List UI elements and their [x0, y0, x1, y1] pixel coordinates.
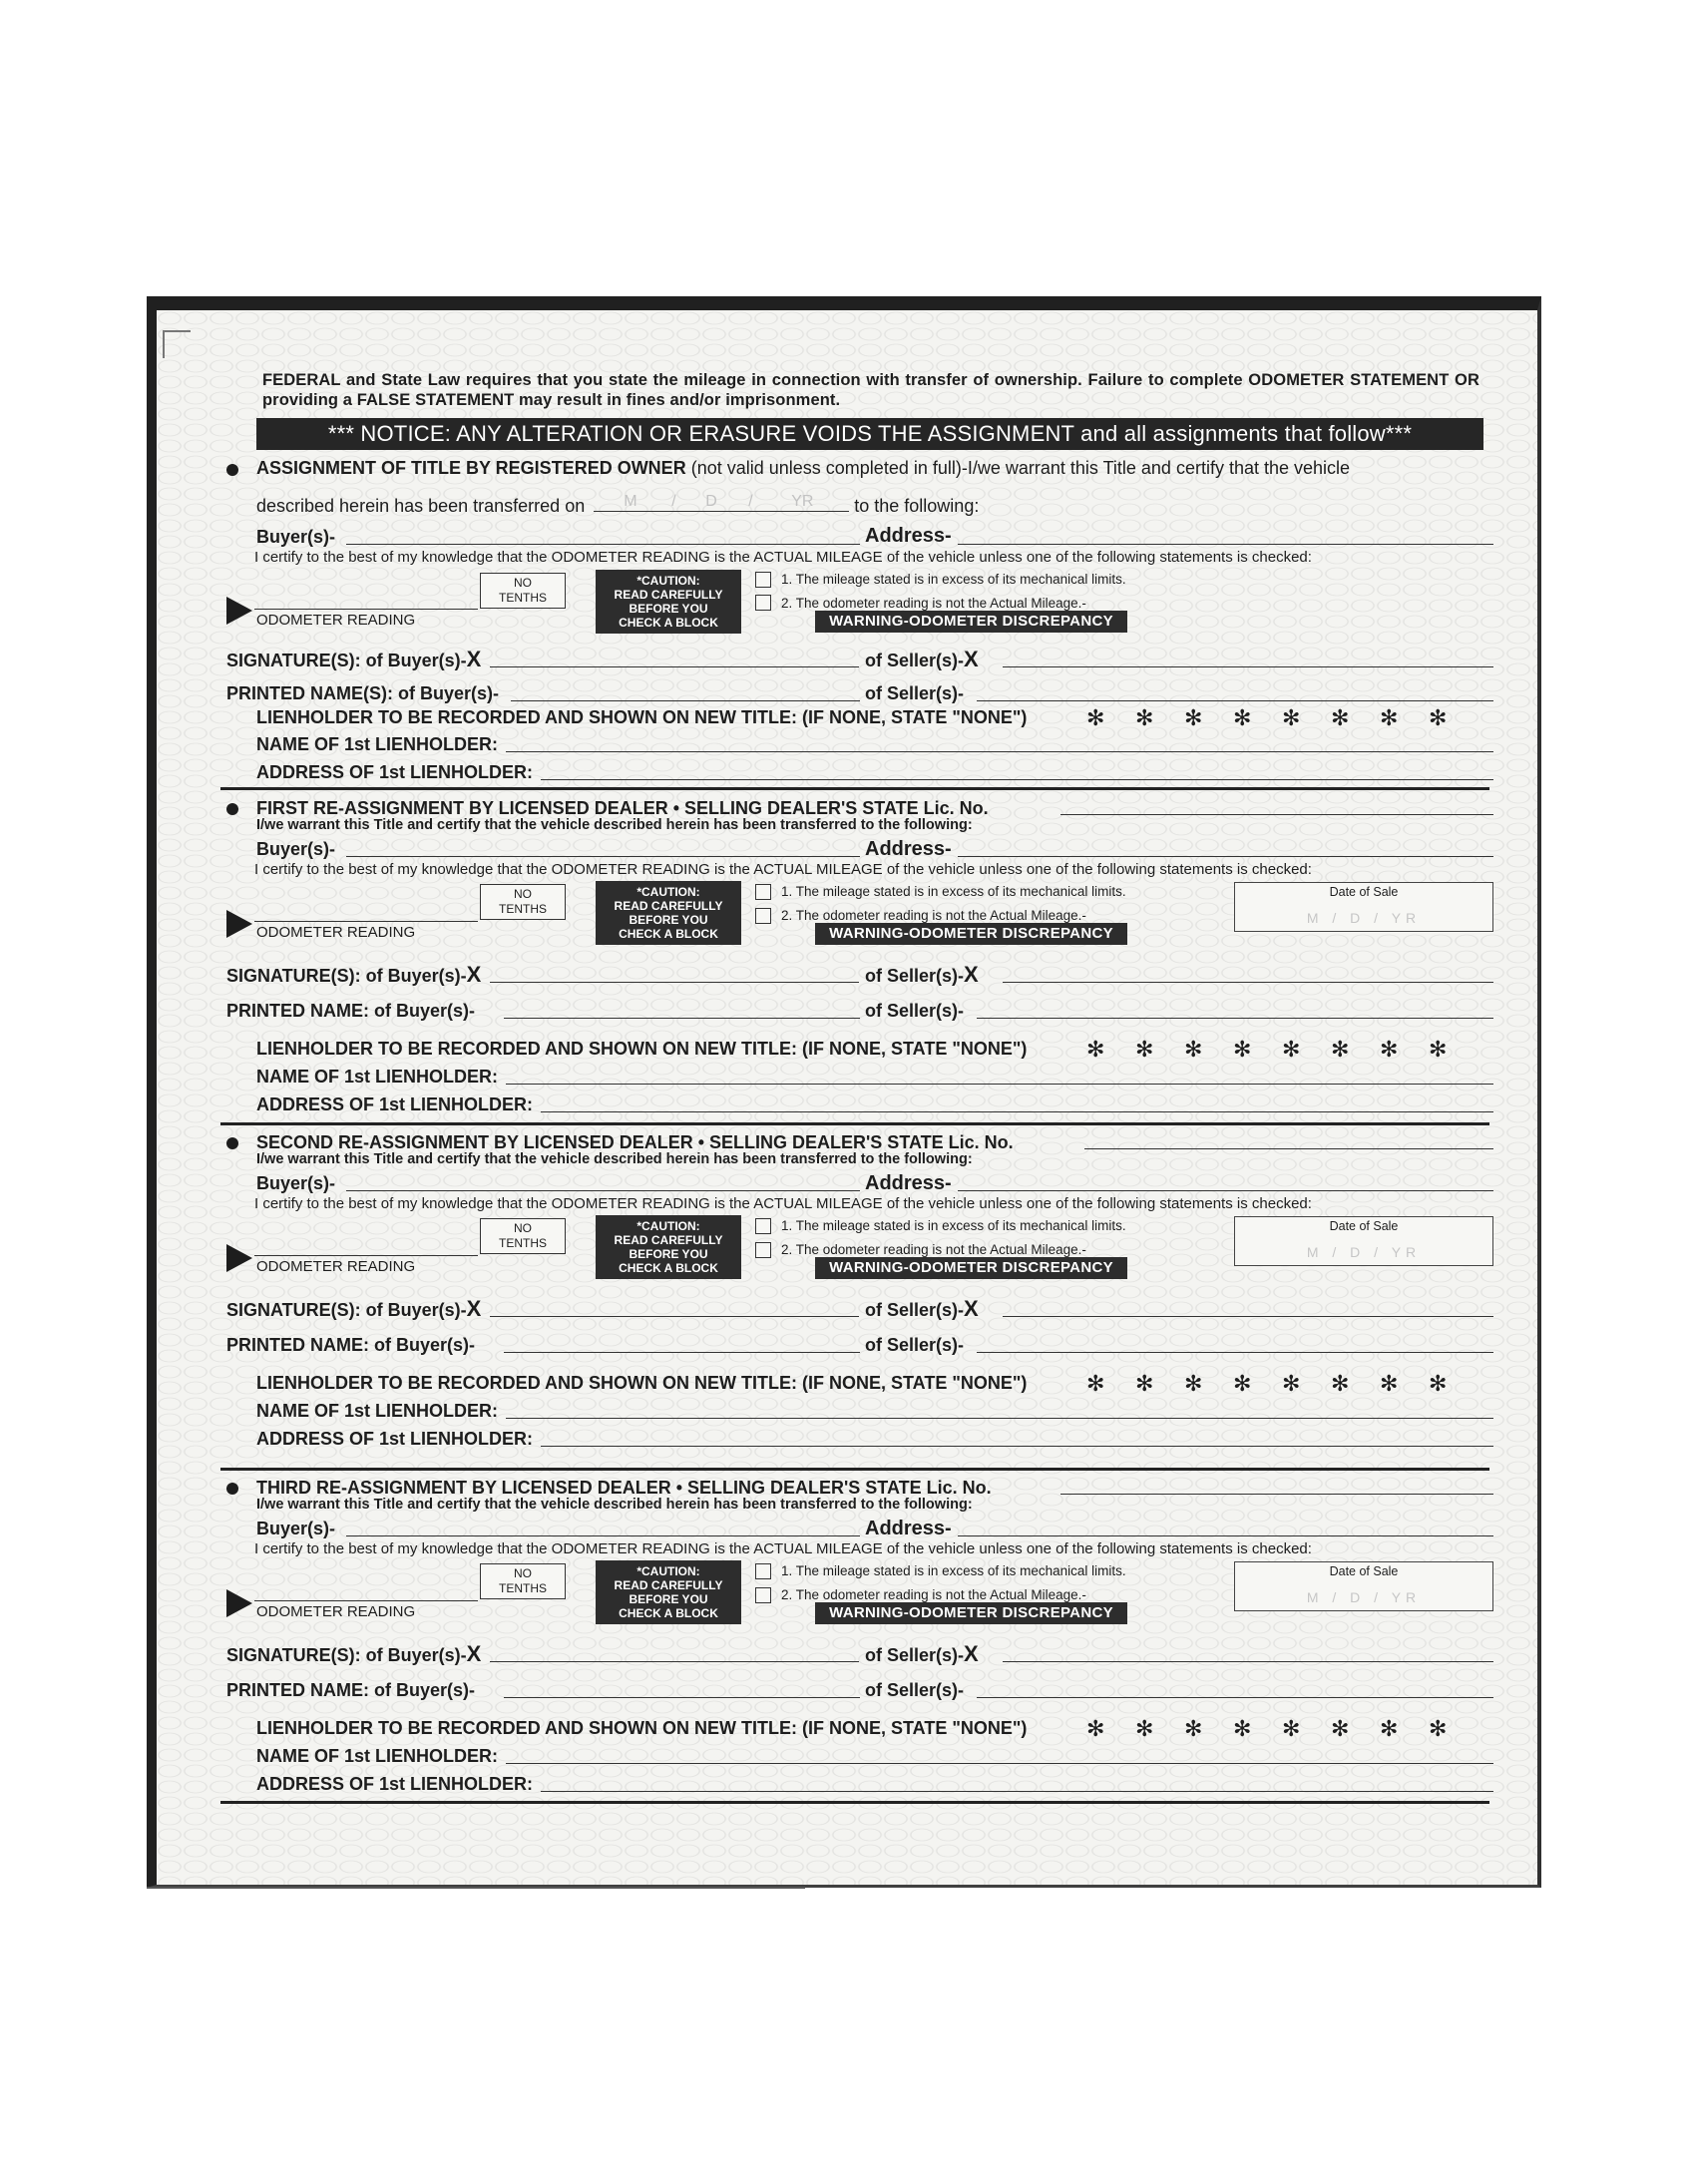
star-icon: ✻: [1380, 705, 1399, 730]
caution-text: READ CAREFULLY: [614, 1578, 723, 1592]
odometer-discrepancy-warning: WARNING-ODOMETER DISCREPANCY: [815, 923, 1127, 945]
lienholder-label: LIENHOLDER TO BE RECORDED AND SHOWN ON NEW TITLE: (IF NONE, STATE "NONE"): [256, 1718, 1028, 1738]
odometer-discrepancy-warning: WARNING-ODOMETER DISCREPANCY: [815, 1602, 1127, 1624]
date-day-hint: D: [705, 493, 717, 510]
date-separator: /: [671, 493, 676, 510]
not-actual-mileage-checkbox[interactable]: [755, 595, 771, 611]
date-of-sale-hint: M / D / YR: [1306, 910, 1422, 926]
lienholder-name-field[interactable]: [506, 1418, 1493, 1419]
seller-signature-text: of Seller(s)-: [865, 1645, 965, 1665]
address-label: Address-: [865, 838, 952, 860]
bullet-icon: [226, 1137, 238, 1149]
caution-box: [596, 570, 741, 634]
buyer-signature-field[interactable]: [490, 1661, 859, 1662]
star-icon: ✻: [1282, 1037, 1301, 1062]
caution-text: BEFORE YOU: [629, 1592, 708, 1606]
address-label: Address-: [865, 1518, 952, 1539]
not-actual-mileage-text: 2. The odometer reading is not the Actual Mileage.-: [781, 1242, 1086, 1257]
x-mark: X: [466, 1641, 482, 1666]
address-label: Address-: [865, 1172, 952, 1194]
seller-signature-text: of Seller(s)-: [865, 966, 965, 986]
seller-printed-name-label: of Seller(s)-: [865, 1680, 965, 1700]
star-icon: ✻: [1233, 1037, 1252, 1062]
address-field[interactable]: [958, 544, 1493, 545]
no-tenths-text: NO: [514, 1221, 532, 1235]
address-label: Address-: [865, 525, 952, 547]
arrow-right-icon: [226, 910, 252, 938]
buyer-printed-name-field[interactable]: [511, 700, 860, 701]
caution-box: [596, 1560, 741, 1624]
buyer-printed-name-label: PRINTED NAME: of Buyer(s)-: [226, 1680, 476, 1700]
star-icon: ✻: [1184, 1371, 1203, 1396]
star-icon: ✻: [1429, 1371, 1448, 1396]
star-icon: ✻: [1184, 1037, 1203, 1062]
odometer-reading-field[interactable]: [254, 921, 478, 922]
odometer-discrepancy-warning: WARNING-ODOMETER DISCREPANCY: [815, 611, 1127, 633]
lienholder-name-label: NAME OF 1st LIENHOLDER:: [256, 1746, 499, 1766]
seller-signature-label: [865, 1641, 979, 1667]
buyer-signature-text: SIGNATURE(S): of Buyer(s)-: [226, 651, 467, 670]
warrant-text: I/we warrant this Title and certify that the vehicle described herein has been transferred to the following:: [256, 817, 973, 833]
star-icon: ✻: [1184, 705, 1203, 730]
x-mark: X: [964, 1296, 979, 1321]
warrant-text: I/we warrant this Title and certify that the vehicle described herein has been transferred to the following:: [256, 1151, 973, 1167]
x-mark: X: [466, 962, 482, 987]
star-row: [1086, 1716, 1477, 1742]
star-icon: ✻: [1233, 705, 1252, 730]
mechanical-limits-text: 1. The mileage stated is in excess of its mechanical limits.: [781, 884, 1126, 899]
caution-box: [596, 1215, 741, 1279]
buyer-signature-label: [226, 1641, 481, 1667]
lienholder-label: LIENHOLDER TO BE RECORDED AND SHOWN ON NEW TITLE: (IF NONE, STATE "NONE"): [256, 1039, 1028, 1059]
odometer-reading-label: ODOMETER READING: [256, 612, 416, 629]
section-divider: [220, 1801, 1489, 1804]
date-of-sale-label: Date of Sale: [1329, 1219, 1399, 1233]
seller-printed-name-field[interactable]: [977, 700, 1493, 701]
date-of-sale-box[interactable]: [1234, 1216, 1493, 1266]
star-icon: ✻: [1380, 1371, 1399, 1396]
seller-signature-field[interactable]: [1003, 666, 1493, 667]
second-reassignment-section: [226, 1132, 1493, 1462]
mechanical-limits-checkbox[interactable]: [755, 1218, 771, 1234]
star-icon: ✻: [1282, 705, 1301, 730]
lienholder-address-label: ADDRESS OF 1st LIENHOLDER:: [256, 1094, 534, 1114]
not-actual-mileage-text: 2. The odometer reading is not the Actual Mileage.-: [781, 1587, 1086, 1602]
dealer-license-field[interactable]: [1084, 1148, 1493, 1149]
mechanical-limits-text: 1. The mileage stated is in excess of its mechanical limits.: [781, 1563, 1126, 1578]
transfer-date-line: [256, 493, 979, 517]
date-separator: /: [748, 493, 753, 510]
buyer-field[interactable]: [346, 544, 860, 545]
caution-text: READ CAREFULLY: [614, 1233, 723, 1247]
buyer-printed-name-label: PRINTED NAME(S): of Buyer(s)-: [226, 683, 499, 703]
lienholder-address-field[interactable]: [541, 779, 1493, 780]
x-mark: X: [964, 962, 979, 987]
star-row: [1086, 1037, 1477, 1063]
mechanical-limits-text: 1. The mileage stated is in excess of its mechanical limits.: [781, 572, 1126, 587]
buyer-label: Buyer(s)-: [256, 839, 336, 859]
section-divider: [220, 787, 1489, 790]
owner-assignment-heading: [256, 458, 1350, 479]
date-month-hint: M: [624, 493, 637, 510]
odometer-reading-label: ODOMETER READING: [256, 1603, 416, 1620]
caution-text: CHECK A BLOCK: [619, 927, 718, 941]
no-tenths-box: [480, 1563, 566, 1599]
x-mark: X: [964, 1641, 979, 1666]
star-icon: ✻: [1086, 1716, 1105, 1741]
owner-assignment-title: ASSIGNMENT OF TITLE BY REGISTERED OWNER: [256, 458, 686, 478]
star-icon: ✻: [1380, 1716, 1399, 1741]
corner-mark: [163, 330, 191, 358]
no-tenths-text: TENTHS: [499, 591, 547, 605]
star-icon: ✻: [1331, 705, 1350, 730]
caution-text: BEFORE YOU: [629, 602, 708, 616]
seller-signature-field[interactable]: [1003, 1661, 1493, 1662]
bullet-icon: [226, 1483, 238, 1495]
no-tenths-box: [480, 1218, 566, 1254]
seller-signature-label: [865, 962, 979, 988]
date-of-sale-label: Date of Sale: [1329, 1564, 1399, 1578]
star-icon: ✻: [1282, 1716, 1301, 1741]
third-reassignment-title: THIRD RE-ASSIGNMENT BY LICENSED DEALER • SELLING DEALER'S STATE Lic. No.: [256, 1478, 992, 1498]
seller-printed-name-field[interactable]: [977, 1352, 1493, 1353]
buyer-printed-name-field[interactable]: [504, 1697, 860, 1698]
transfer-to-label: to the following:: [854, 496, 980, 516]
buyer-field[interactable]: [346, 856, 860, 857]
arrow-right-icon: [226, 1244, 252, 1272]
address-field[interactable]: [958, 1190, 1493, 1191]
first-reassignment-section: [226, 798, 1493, 1127]
seller-printed-name-field[interactable]: [977, 1018, 1493, 1019]
buyer-signature-text: SIGNATURE(S): of Buyer(s)-: [226, 1300, 467, 1320]
seller-printed-name-field[interactable]: [977, 1697, 1493, 1698]
star-icon: ✻: [1086, 1371, 1105, 1396]
star-row: [1086, 705, 1477, 731]
star-icon: ✻: [1331, 1716, 1350, 1741]
odometer-reading-label: ODOMETER READING: [256, 924, 416, 941]
lienholder-name-field[interactable]: [506, 1763, 1493, 1764]
lienholder-address-label: ADDRESS OF 1st LIENHOLDER:: [256, 762, 534, 782]
odometer-discrepancy-warning: WARNING-ODOMETER DISCREPANCY: [815, 1257, 1127, 1279]
section-divider: [220, 1122, 1489, 1125]
odometer-reading-field[interactable]: [254, 1255, 478, 1256]
buyer-signature-label: [226, 647, 481, 672]
caution-text: *CAUTION:: [636, 1564, 700, 1578]
arrow-right-icon: [226, 597, 252, 625]
star-icon: ✻: [1282, 1371, 1301, 1396]
star-row: [1086, 1371, 1477, 1397]
buyer-signature-field[interactable]: [490, 982, 859, 983]
law-statement: FEDERAL and State Law requires that you state the mileage in connection with transfer of ownership. Failure to complete ODOMETER STATEMENT OR providing a FALSE STATEMENT may result in fines and/or imprisonment.: [262, 371, 1479, 409]
not-actual-mileage-checkbox[interactable]: [755, 1242, 771, 1258]
address-field[interactable]: [958, 1535, 1493, 1536]
buyer-signature-field[interactable]: [490, 1316, 859, 1317]
star-icon: ✻: [1233, 1716, 1252, 1741]
buyer-printed-name-field[interactable]: [504, 1352, 860, 1353]
star-icon: ✻: [1135, 1716, 1154, 1741]
date-of-sale-label: Date of Sale: [1329, 885, 1399, 899]
odometer-reading-field[interactable]: [254, 609, 478, 610]
mechanical-limits-text: 1. The mileage stated is in excess of its mechanical limits.: [781, 1218, 1126, 1233]
star-icon: ✻: [1086, 1037, 1105, 1062]
seller-signature-field[interactable]: [1003, 1316, 1493, 1317]
star-icon: ✻: [1233, 1371, 1252, 1396]
third-reassignment-section: [226, 1478, 1493, 1817]
warrant-text: I/we warrant this Title and certify that the vehicle described herein has been transferred to the following:: [256, 1497, 973, 1513]
seller-signature-label: [865, 1296, 979, 1322]
not-actual-mileage-checkbox[interactable]: [755, 1587, 771, 1603]
buyer-printed-name-field[interactable]: [504, 1018, 860, 1019]
star-icon: ✻: [1086, 705, 1105, 730]
buyer-signature-label: [226, 1296, 481, 1322]
address-field[interactable]: [958, 856, 1493, 857]
buyer-printed-name-label: PRINTED NAME: of Buyer(s)-: [226, 1335, 476, 1355]
no-tenths-text: TENTHS: [499, 1581, 547, 1595]
lienholder-name-field[interactable]: [506, 1084, 1493, 1085]
second-reassignment-title: SECOND RE-ASSIGNMENT BY LICENSED DEALER • SELLING DEALER'S STATE Lic. No.: [256, 1132, 1014, 1152]
star-icon: ✻: [1380, 1037, 1399, 1062]
date-of-sale-hint: M / D / YR: [1306, 1244, 1422, 1260]
x-mark: X: [466, 647, 482, 671]
caution-text: *CAUTION:: [636, 1219, 700, 1233]
odometer-reading-field[interactable]: [254, 1600, 478, 1601]
no-tenths-box: [480, 573, 566, 609]
lienholder-address-field[interactable]: [541, 1111, 1493, 1112]
mechanical-limits-checkbox[interactable]: [755, 572, 771, 588]
buyer-signature-text: SIGNATURE(S): of Buyer(s)-: [226, 1645, 467, 1665]
first-reassignment-title: FIRST RE-ASSIGNMENT BY LICENSED DEALER • SELLING DEALER'S STATE Lic. No.: [256, 798, 989, 818]
arrow-right-icon: [226, 1589, 252, 1617]
caution-text: CHECK A BLOCK: [619, 1261, 718, 1275]
lienholder-label: LIENHOLDER TO BE RECORDED AND SHOWN ON NEW TITLE: (IF NONE, STATE "NONE"): [256, 1373, 1028, 1393]
star-icon: ✻: [1135, 1371, 1154, 1396]
caution-box: [596, 881, 741, 945]
caution-text: BEFORE YOU: [629, 913, 708, 927]
x-mark: X: [964, 647, 979, 671]
seller-printed-name-label: of Seller(s)-: [865, 1335, 965, 1355]
seller-signature-text: of Seller(s)-: [865, 1300, 965, 1320]
buyer-printed-name-label: PRINTED NAME: of Buyer(s)-: [226, 1001, 476, 1021]
date-of-sale-box[interactable]: [1234, 882, 1493, 932]
seller-signature-label: [865, 647, 979, 672]
no-tenths-text: TENTHS: [499, 902, 547, 916]
star-icon: ✻: [1429, 1716, 1448, 1741]
buyer-field[interactable]: [346, 1190, 860, 1191]
title-form-document: [147, 296, 1541, 1888]
buyer-signature-field[interactable]: [490, 666, 859, 667]
dealer-license-field[interactable]: [1060, 814, 1493, 815]
lienholder-address-label: ADDRESS OF 1st LIENHOLDER:: [256, 1774, 534, 1794]
caution-text: READ CAREFULLY: [614, 899, 723, 913]
mechanical-limits-checkbox[interactable]: [755, 1563, 771, 1579]
buyer-label: Buyer(s)-: [256, 1173, 336, 1193]
seller-printed-name-label: of Seller(s)-: [865, 683, 965, 703]
buyer-signature-text: SIGNATURE(S): of Buyer(s)-: [226, 966, 467, 986]
no-tenths-text: NO: [514, 1566, 532, 1580]
date-of-sale-box[interactable]: [1234, 1561, 1493, 1611]
caution-text: CHECK A BLOCK: [619, 1606, 718, 1620]
not-actual-mileage-text: 2. The odometer reading is not the Actual Mileage.-: [781, 596, 1086, 611]
odometer-reading-label: ODOMETER READING: [256, 1258, 416, 1275]
transfer-date-field[interactable]: [594, 493, 849, 512]
owner-assignment-section: [226, 458, 1493, 792]
seller-printed-name-label: of Seller(s)-: [865, 1001, 965, 1021]
certify-text: I certify to the best of my knowledge that the ODOMETER READING is the ACTUAL MILEAGE of the vehicle unless one of the following statements is checked:: [254, 861, 1312, 878]
not-actual-mileage-checkbox[interactable]: [755, 908, 771, 924]
dealer-license-field[interactable]: [1060, 1494, 1493, 1495]
caution-text: BEFORE YOU: [629, 1247, 708, 1261]
seller-signature-text: of Seller(s)-: [865, 651, 965, 670]
caution-text: CHECK A BLOCK: [619, 616, 718, 630]
lienholder-address-field[interactable]: [541, 1446, 1493, 1447]
caution-text: *CAUTION:: [636, 574, 700, 588]
certify-text: I certify to the best of my knowledge that the ODOMETER READING is the ACTUAL MILEAGE of the vehicle unless one of the following statements is checked:: [254, 549, 1312, 566]
transfer-date-label: described herein has been transferred on: [256, 496, 586, 516]
caution-text: READ CAREFULLY: [614, 588, 723, 602]
paper-edge: [147, 1887, 805, 1889]
lienholder-address-label: ADDRESS OF 1st LIENHOLDER:: [256, 1429, 534, 1449]
star-icon: ✻: [1429, 1037, 1448, 1062]
no-tenths-text: NO: [514, 576, 532, 590]
lienholder-name-label: NAME OF 1st LIENHOLDER:: [256, 1401, 499, 1421]
section-divider: [220, 1468, 1489, 1471]
no-tenths-box: [480, 884, 566, 920]
notice-banner: *** NOTICE: ANY ALTERATION OR ERASURE VOIDS THE ASSIGNMENT and all assignments that follow***: [256, 418, 1483, 450]
no-tenths-text: NO: [514, 887, 532, 901]
caution-text: *CAUTION:: [636, 885, 700, 899]
buyer-label: Buyer(s)-: [256, 527, 336, 547]
date-of-sale-hint: M / D / YR: [1306, 1589, 1422, 1605]
bullet-icon: [226, 464, 238, 476]
star-icon: ✻: [1184, 1716, 1203, 1741]
lienholder-name-label: NAME OF 1st LIENHOLDER:: [256, 734, 499, 754]
owner-assignment-title-rest: (not valid unless completed in full)-I/we warrant this Title and certify that the vehicle: [690, 458, 1351, 478]
certify-text: I certify to the best of my knowledge that the ODOMETER READING is the ACTUAL MILEAGE of the vehicle unless one of the following statements is checked:: [254, 1195, 1312, 1212]
no-tenths-text: TENTHS: [499, 1236, 547, 1250]
star-icon: ✻: [1331, 1371, 1350, 1396]
seller-signature-field[interactable]: [1003, 982, 1493, 983]
not-actual-mileage-text: 2. The odometer reading is not the Actual Mileage.-: [781, 908, 1086, 923]
date-year-hint: YR: [791, 493, 814, 510]
star-icon: ✻: [1135, 705, 1154, 730]
x-mark: X: [466, 1296, 482, 1321]
lienholder-name-label: NAME OF 1st LIENHOLDER:: [256, 1067, 499, 1087]
bullet-icon: [226, 803, 238, 815]
buyer-label: Buyer(s)-: [256, 1519, 336, 1538]
buyer-signature-label: [226, 962, 481, 988]
buyer-field[interactable]: [346, 1535, 860, 1536]
certify-text: I certify to the best of my knowledge that the ODOMETER READING is the ACTUAL MILEAGE of the vehicle unless one of the following statements is checked:: [254, 1540, 1312, 1557]
lienholder-name-field[interactable]: [506, 751, 1493, 752]
lienholder-address-field[interactable]: [541, 1791, 1493, 1792]
star-icon: ✻: [1429, 705, 1448, 730]
star-icon: ✻: [1135, 1037, 1154, 1062]
lienholder-label: LIENHOLDER TO BE RECORDED AND SHOWN ON NEW TITLE: (IF NONE, STATE "NONE"): [256, 707, 1028, 727]
star-icon: ✻: [1331, 1037, 1350, 1062]
mechanical-limits-checkbox[interactable]: [755, 884, 771, 900]
